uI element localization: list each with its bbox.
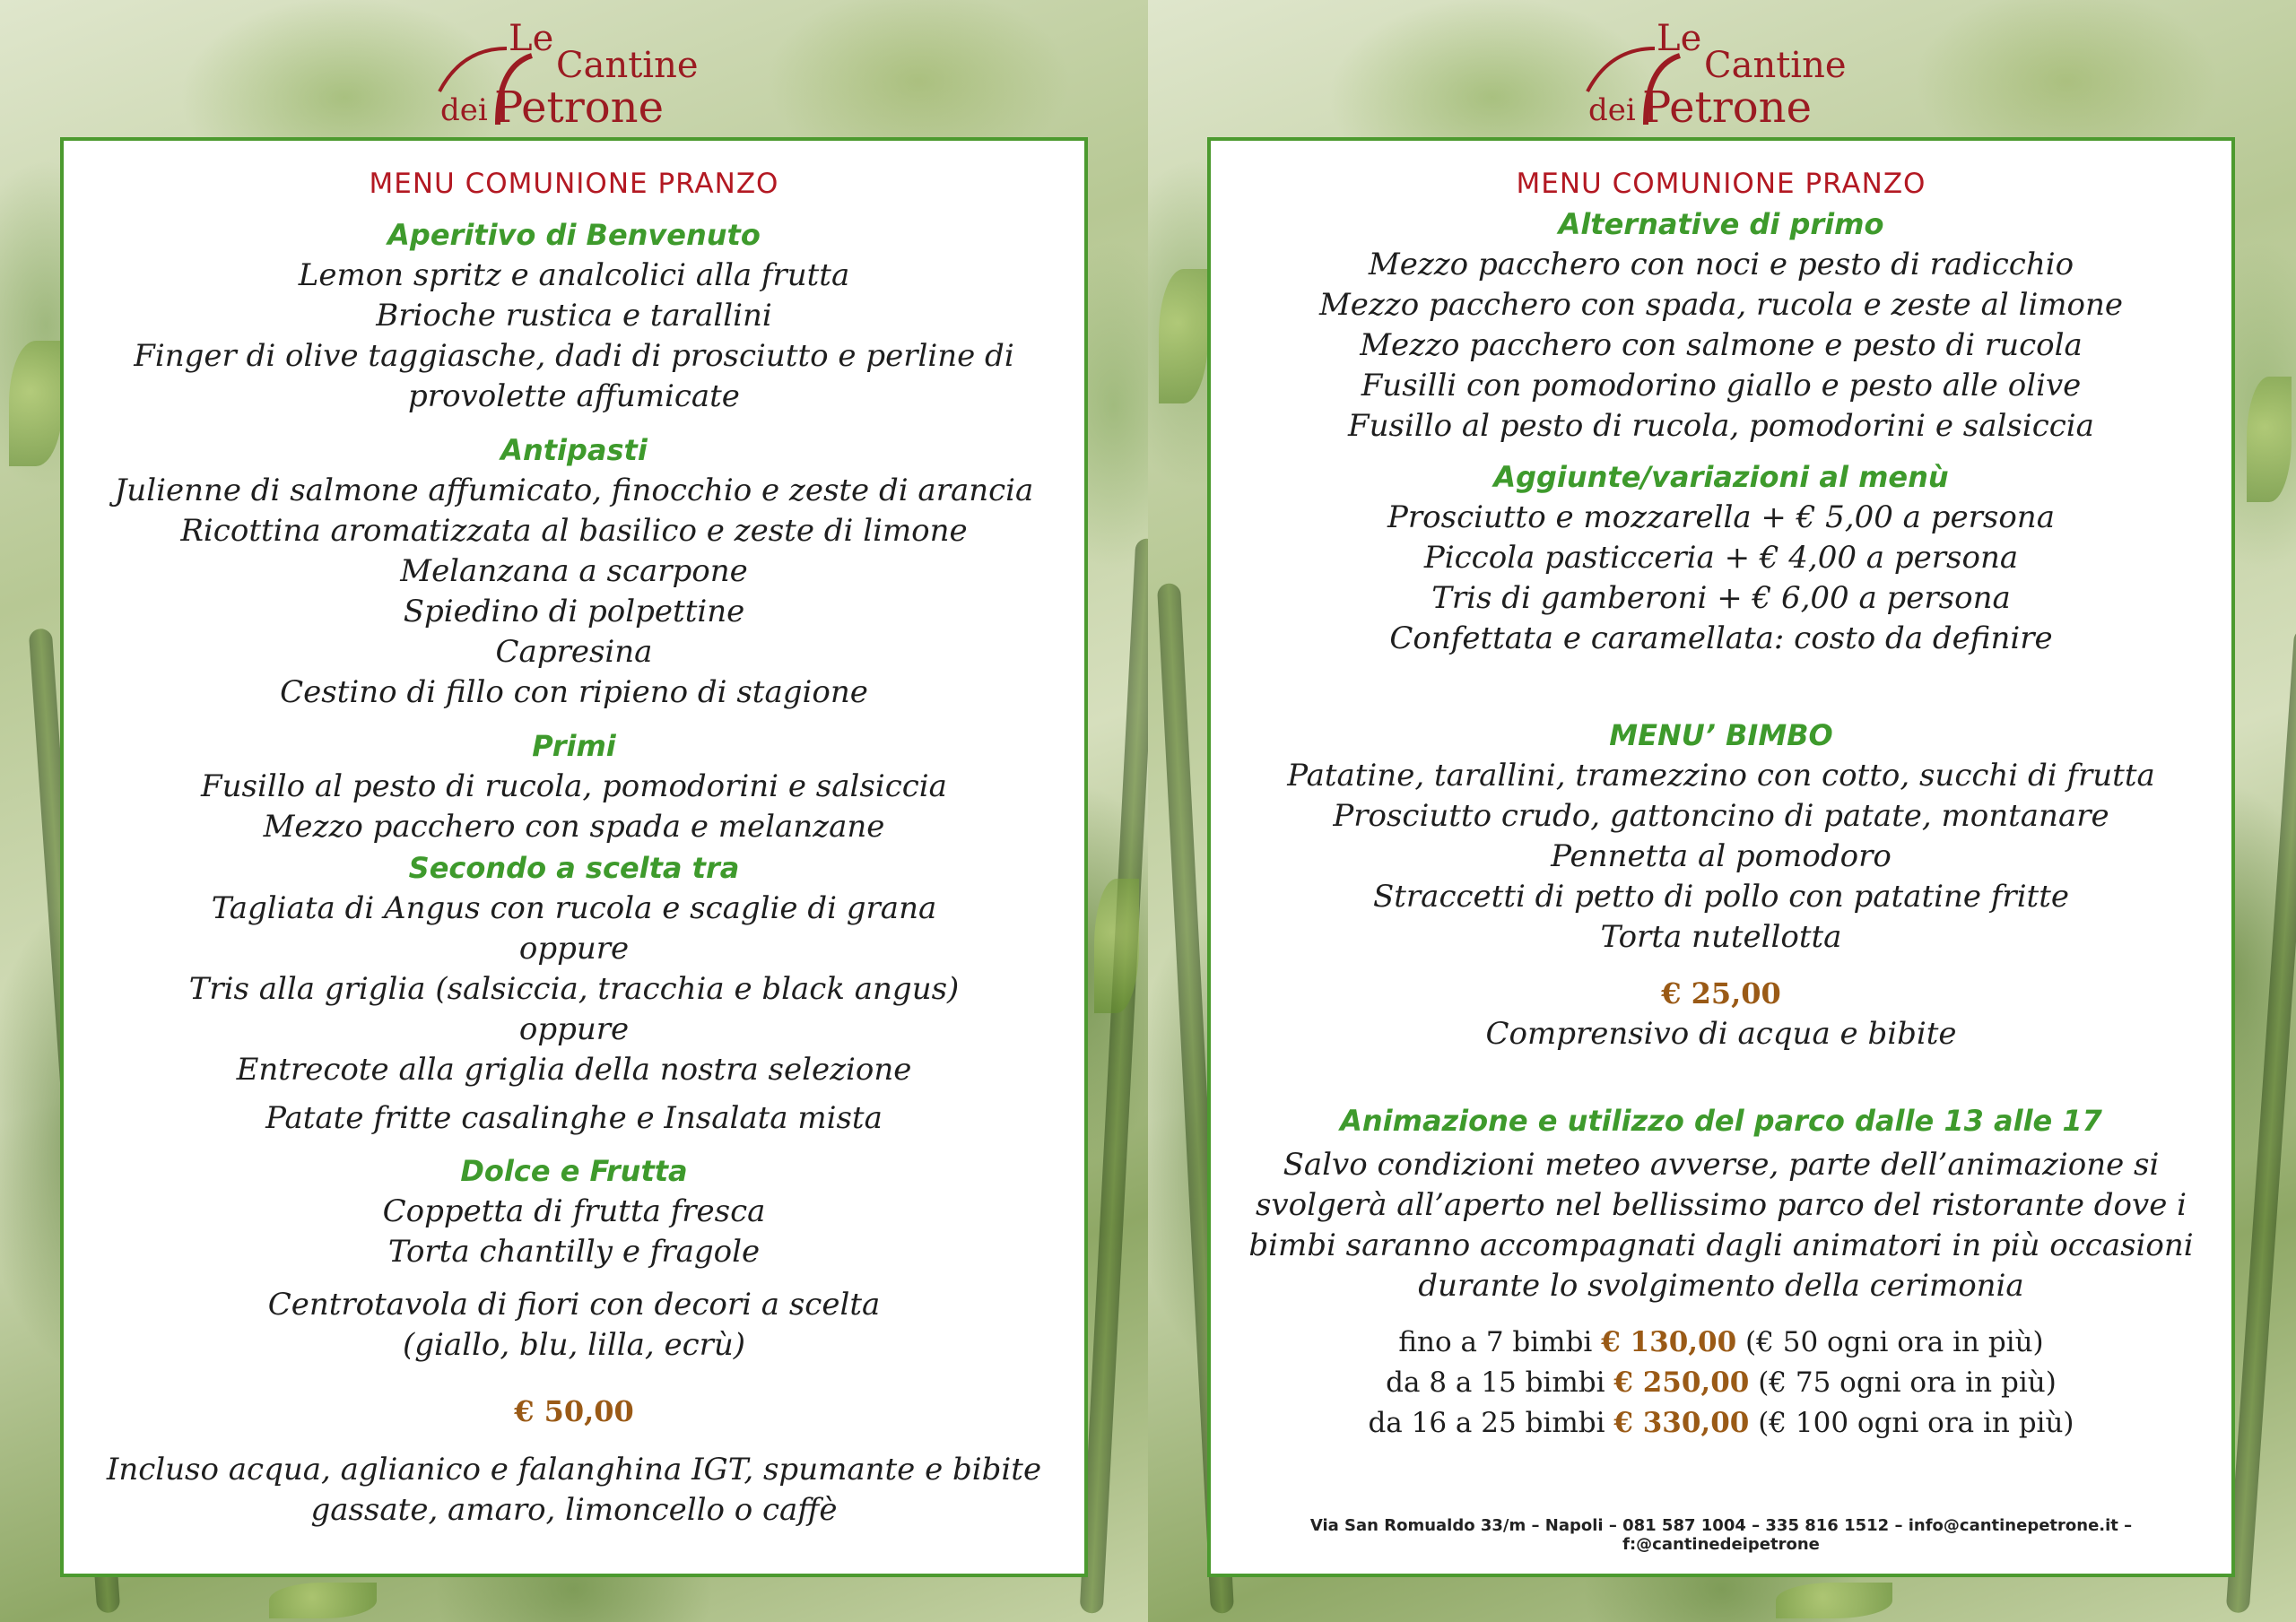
menu-item: Prosciutto e mozzarella + € 5,00 a persona <box>1387 499 2055 535</box>
menu-item: Incluso acqua, aglianico e falanghina IGT, spumante e bibite <box>106 1452 1042 1488</box>
menu-item: Piccola pasticceria + € 4,00 a persona <box>1423 540 2019 576</box>
background-leaf <box>269 1583 377 1618</box>
bimbo-price: € 25,00 <box>1661 976 1781 1010</box>
logo-mark <box>435 13 713 129</box>
menu-item: Centrotavola di fiori con decori a scelta <box>267 1287 881 1323</box>
svg-text:Petrone: Petrone <box>1642 82 1812 129</box>
pricing-tier: fino a 7 bimbi € 130,00 (€ 50 ogni ora in più) <box>1398 1326 2044 1358</box>
menu-item: Spiedino di polpettine <box>403 594 745 629</box>
svg-text:Petrone: Petrone <box>494 82 664 129</box>
menu-item: Straccetti di petto di pollo con patatine fritte <box>1372 879 2070 915</box>
section-title-animazione: Animazione e utilizzo del parco dalle 13 alle 17 <box>1340 1104 2102 1138</box>
svg-text:Le: Le <box>509 18 554 59</box>
tier-price: € 130,00 <box>1601 1326 1737 1358</box>
text-line: durante lo svolgimento della cerimonia <box>1418 1268 2024 1304</box>
restaurant-logo <box>1583 13 1861 129</box>
menu-item: Prosciutto crudo, gattoncino di patate, montanare <box>1333 798 2109 834</box>
background-leaf <box>1776 1583 1892 1618</box>
menu-item: Fusillo al pesto di rucola, pomodorini e salsiccia <box>1348 408 2094 444</box>
secondo-list <box>64 889 1084 1090</box>
aperitivo-list <box>64 256 1084 417</box>
text-line: bimbi saranno accompagnati dagli animatori in più occasioni <box>1248 1227 2194 1263</box>
tier-price: € 250,00 <box>1613 1366 1750 1399</box>
menu-item: Mezzo pacchero con noci e pesto di radicchio <box>1368 247 2074 282</box>
menu-item: Torta chantilly e fragole <box>387 1234 761 1270</box>
svg-text:Cantine: Cantine <box>1704 45 1847 86</box>
pricing-tier: da 8 a 15 bimbi € 250,00 (€ 75 ogni ora in più) <box>1386 1366 2057 1399</box>
menu-item: Torta nutellotta <box>1600 919 1842 955</box>
section-title-aggiunte: Aggiunte/variazioni al menù <box>1493 460 1949 494</box>
svg-text:Cantine: Cantine <box>556 45 699 86</box>
background-leaf <box>1094 879 1139 1013</box>
alternative-list <box>1211 245 2231 447</box>
menu-price: € 50,00 <box>514 1394 634 1428</box>
menu-item: Ricottina aromatizzata al basilico e zeste di limone <box>180 513 968 549</box>
menu-item: Capresina <box>495 634 653 670</box>
menu-item: Brioche rustica e tarallini <box>376 298 772 334</box>
section-title-bimbo: MENU’ BIMBO <box>1609 718 1833 752</box>
bimbo-note: Comprensivo di acqua e bibite <box>1485 1016 1957 1052</box>
section-title-dolce: Dolce e Frutta <box>460 1154 688 1188</box>
menu-item: oppure <box>518 931 630 967</box>
animazione-pricing <box>1211 1323 2231 1444</box>
menu-item: Julienne di salmone affumicato, finocchio e zeste di arancia <box>114 473 1034 508</box>
section-title-alternative: Alternative di primo <box>1558 207 1884 241</box>
menu-item: (giallo, blu, lilla, ecrù) <box>402 1327 746 1363</box>
contorno-item: Patate fritte casalinghe e Insalata mista <box>265 1100 883 1136</box>
menu-item: Tris alla griglia (salsiccia, tracchia e black angus) <box>188 971 960 1007</box>
background-stem <box>2226 628 2296 1613</box>
section-title-aperitivo: Aperitivo di Benvenuto <box>387 218 761 252</box>
menu-item: Lemon spritz e analcolici alla frutta <box>298 257 850 293</box>
menu-item: Mezzo pacchero con salmone e pesto di rucola <box>1360 327 2083 363</box>
tier-price: € 330,00 <box>1613 1407 1750 1439</box>
menu-title: MENU COMUNIONE PRANZO <box>1516 168 1926 200</box>
aggiunte-list <box>1211 498 2231 659</box>
background-leaf <box>2247 377 2292 502</box>
menu-item: Confettata e caramellata: costo da definire <box>1389 620 2053 656</box>
svg-text:dei: dei <box>440 92 488 128</box>
centrotavola-note <box>64 1285 1084 1366</box>
svg-text:Le: Le <box>1657 18 1702 59</box>
menu-item: Tagliata di Angus con rucola e scaglie di grana <box>211 890 937 926</box>
included-drinks <box>64 1450 1084 1531</box>
background-leaf <box>9 341 63 466</box>
menu-item: Fusillo al pesto di rucola, pomodorini e salsiccia <box>201 768 947 804</box>
section-title-secondo: Secondo a scelta tra <box>408 851 740 885</box>
antipasti-list <box>64 471 1084 713</box>
text-line: svolgerà all’aperto nel bellissimo parco del ristorante dove i <box>1255 1187 2187 1223</box>
bimbo-list <box>1211 756 2231 958</box>
menu-item: gassate, amaro, limoncello o caffè <box>310 1492 838 1528</box>
menu-item: Patatine, tarallini, tramezzino con cotto, succhi di frutta <box>1287 758 2155 794</box>
section-title-antipasti: Antipasti <box>500 433 648 467</box>
menu-item: Mezzo pacchero con spada, rucola e zeste al limone <box>1318 287 2124 323</box>
menu-title: MENU COMUNIONE PRANZO <box>369 168 779 200</box>
menu-page-right <box>1148 0 2296 1622</box>
text-line: Salvo condizioni meteo avverse, parte dell’animazione si <box>1283 1147 2160 1183</box>
logo-mark <box>1583 13 1861 129</box>
primi-list <box>64 767 1084 847</box>
menu-item: Entrecote alla griglia della nostra selezione <box>236 1052 912 1088</box>
menu-item: Melanzana a scarpone <box>400 553 748 589</box>
menu-card-right <box>1207 137 2235 1577</box>
restaurant-logo <box>435 13 713 129</box>
menu-item: provolette affumicate <box>408 378 740 414</box>
dolce-list <box>64 1192 1084 1272</box>
background-stem <box>1080 538 1148 1614</box>
menu-item: Tris di gamberoni + € 6,00 a persona <box>1431 580 2011 616</box>
menu-item: Coppetta di frutta fresca <box>382 1193 766 1229</box>
menu-item: oppure <box>518 1011 630 1047</box>
menu-item: Pennetta al pomodoro <box>1551 838 1892 874</box>
background-leaf <box>1159 269 1208 403</box>
menu-item: Mezzo pacchero con spada e melanzane <box>263 809 885 845</box>
menu-item: Fusilli con pomodorino giallo e pesto alle olive <box>1361 368 2082 403</box>
menu-item: Finger di olive taggiasche, dadi di prosciutto e perline di <box>134 338 1014 374</box>
contact-footer: Via San Romualdo 33/m – Napoli – 081 587 1004 – 335 816 1512 – info@cantinepetrone.it – f:@cantinedeipetrone <box>1309 1516 2133 1554</box>
svg-text:dei: dei <box>1588 92 1636 128</box>
menu-item: Cestino di fillo con ripieno di stagione <box>280 674 868 710</box>
menu-card-left <box>60 137 1088 1577</box>
pricing-tier: da 16 a 25 bimbi € 330,00 (€ 100 ogni ora in più) <box>1368 1407 2074 1439</box>
section-title-primi: Primi <box>532 729 616 763</box>
animazione-text <box>1211 1145 2231 1306</box>
